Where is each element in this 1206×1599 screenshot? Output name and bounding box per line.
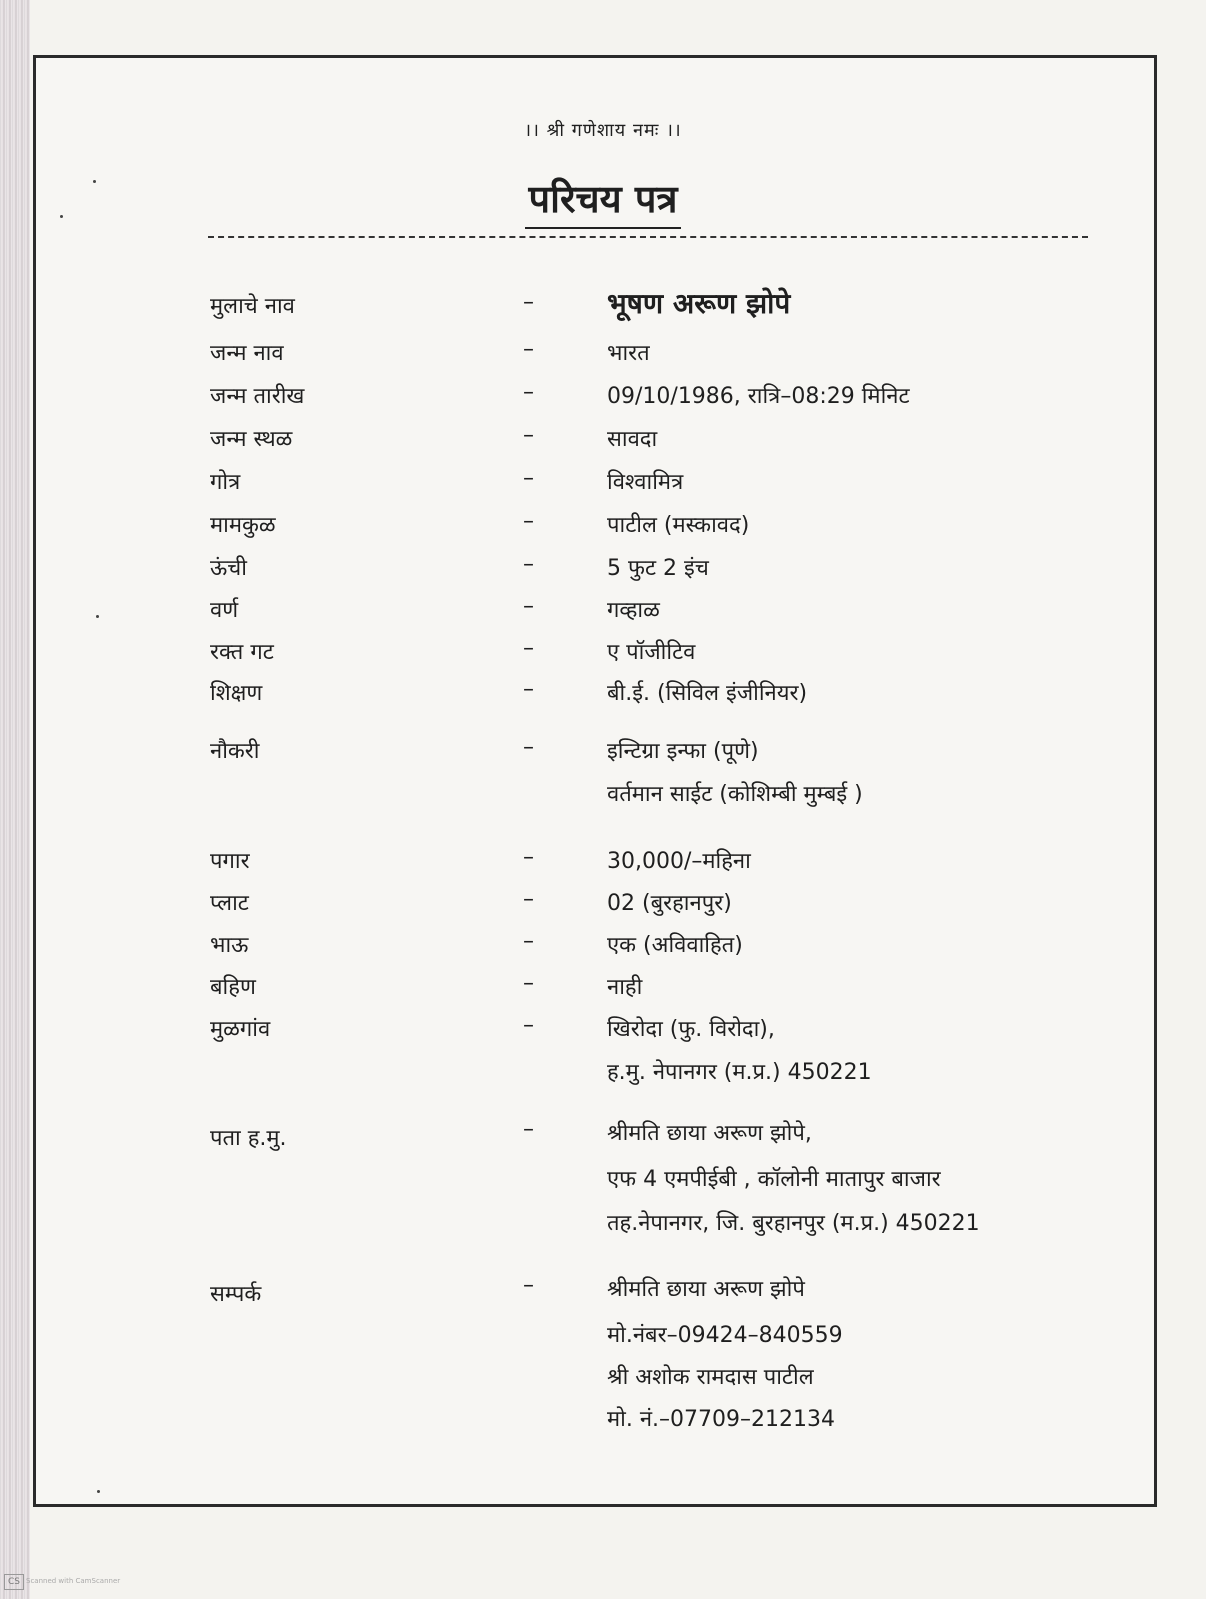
row-value: खिरोदा (फु. विरोदा), bbox=[607, 1017, 775, 1042]
row-separator: – bbox=[523, 594, 534, 619]
row-value-line2: मो.नंबर–09424–840559 bbox=[607, 1323, 843, 1348]
row-label: वर्ण bbox=[210, 598, 239, 623]
scan-edge-strip bbox=[0, 0, 30, 1599]
row-label: पता ह.मु. bbox=[210, 1126, 287, 1151]
row-label: पगार bbox=[210, 849, 250, 874]
row-value: श्रीमति छाया अरूण झोपे, bbox=[607, 1121, 812, 1146]
invocation-line: ।। श्री गणेशाय नमः ।। bbox=[524, 120, 682, 141]
row-label: गोत्र bbox=[210, 470, 241, 495]
row-label: भाऊ bbox=[210, 933, 249, 958]
row-separator: – bbox=[523, 636, 534, 661]
row-value: 09/10/1986, रात्रि–08:29 मिनिट bbox=[607, 384, 910, 409]
row-value: एक (अविवाहित) bbox=[607, 933, 743, 958]
title-divider bbox=[208, 236, 1088, 238]
row-label: ऊंची bbox=[210, 556, 247, 581]
row-separator: – bbox=[523, 466, 534, 491]
row-value-line2: वर्तमान साईट (कोशिम्बी मुम्बई ) bbox=[607, 782, 863, 807]
row-separator: – bbox=[523, 337, 534, 362]
row-separator: – bbox=[523, 929, 534, 954]
row-separator: – bbox=[523, 1013, 534, 1038]
page-border bbox=[33, 55, 1157, 1507]
row-separator: – bbox=[523, 290, 534, 315]
camscanner-logo: CS bbox=[4, 1574, 24, 1590]
row-label: मुलाचे नाव bbox=[210, 294, 295, 319]
row-value: सावदा bbox=[607, 427, 658, 452]
row-value-line4: मो. नं.–07709–212134 bbox=[607, 1407, 836, 1432]
row-value-line3: तह.नेपानगर, जि. बुरहानपुर (म.प्र.) 450221 bbox=[607, 1211, 980, 1236]
scan-speck bbox=[97, 1490, 100, 1493]
row-label: प्लाट bbox=[210, 891, 249, 916]
row-separator: – bbox=[523, 423, 534, 448]
page-title-text: परिचय पत्र bbox=[525, 177, 682, 229]
row-label: जन्म नाव bbox=[210, 341, 284, 366]
row-separator: – bbox=[523, 509, 534, 534]
row-value: नाही bbox=[607, 975, 643, 1000]
row-label: मामकुळ bbox=[210, 513, 276, 538]
row-value-line3: श्री अशोक रामदास पाटील bbox=[607, 1365, 814, 1390]
scan-speck bbox=[93, 180, 96, 183]
row-value: भारत bbox=[607, 341, 650, 366]
scan-speck bbox=[96, 615, 99, 618]
scan-speck bbox=[60, 215, 63, 218]
row-separator: – bbox=[523, 735, 534, 760]
row-separator: – bbox=[523, 1117, 534, 1142]
row-label: सम्पर्क bbox=[210, 1282, 262, 1307]
page-title bbox=[0, 172, 1206, 224]
row-separator: – bbox=[523, 380, 534, 405]
row-value: ए पॉजीटिव bbox=[607, 640, 696, 665]
row-separator: – bbox=[523, 845, 534, 870]
row-separator: – bbox=[523, 677, 534, 702]
row-label: शिक्षण bbox=[210, 681, 263, 706]
row-separator: – bbox=[523, 887, 534, 912]
row-label: जन्म तारीख bbox=[210, 384, 305, 409]
row-value: 5 फुट 2 इंच bbox=[607, 556, 709, 581]
row-value: इन्टिग्रा इन्फा (पूणे) bbox=[607, 739, 759, 764]
row-label: रक्त गट bbox=[210, 640, 274, 665]
row-value-line2: ह.मु. नेपानगर (म.प्र.) 450221 bbox=[607, 1060, 872, 1085]
row-label: नौकरी bbox=[210, 739, 260, 764]
row-value: 02 (बुरहानपुर) bbox=[607, 891, 732, 916]
row-label: मुळगांव bbox=[210, 1017, 271, 1042]
row-value: विश्वामित्र bbox=[607, 470, 684, 495]
row-value: बी.ई. (सिविल इंजीनियर) bbox=[607, 681, 808, 706]
row-value: भूषण अरूण झोपे bbox=[607, 287, 791, 320]
row-separator: – bbox=[523, 552, 534, 577]
row-value: गव्हाळ bbox=[607, 598, 660, 623]
row-label: बहिण bbox=[210, 975, 256, 1000]
row-value: 30,000/–महिना bbox=[607, 849, 751, 874]
row-value-line2: एफ 4 एमपीईबी , कॉलोनी मातापुर बाजार bbox=[607, 1167, 941, 1192]
camscanner-watermark: Scanned with CamScanner bbox=[26, 1577, 121, 1585]
row-separator: – bbox=[523, 1273, 534, 1298]
row-value: पाटील (मस्कावद) bbox=[607, 513, 750, 538]
row-separator: – bbox=[523, 971, 534, 996]
row-value: श्रीमति छाया अरूण झोपे bbox=[607, 1277, 805, 1302]
row-label: जन्म स्थळ bbox=[210, 427, 293, 452]
